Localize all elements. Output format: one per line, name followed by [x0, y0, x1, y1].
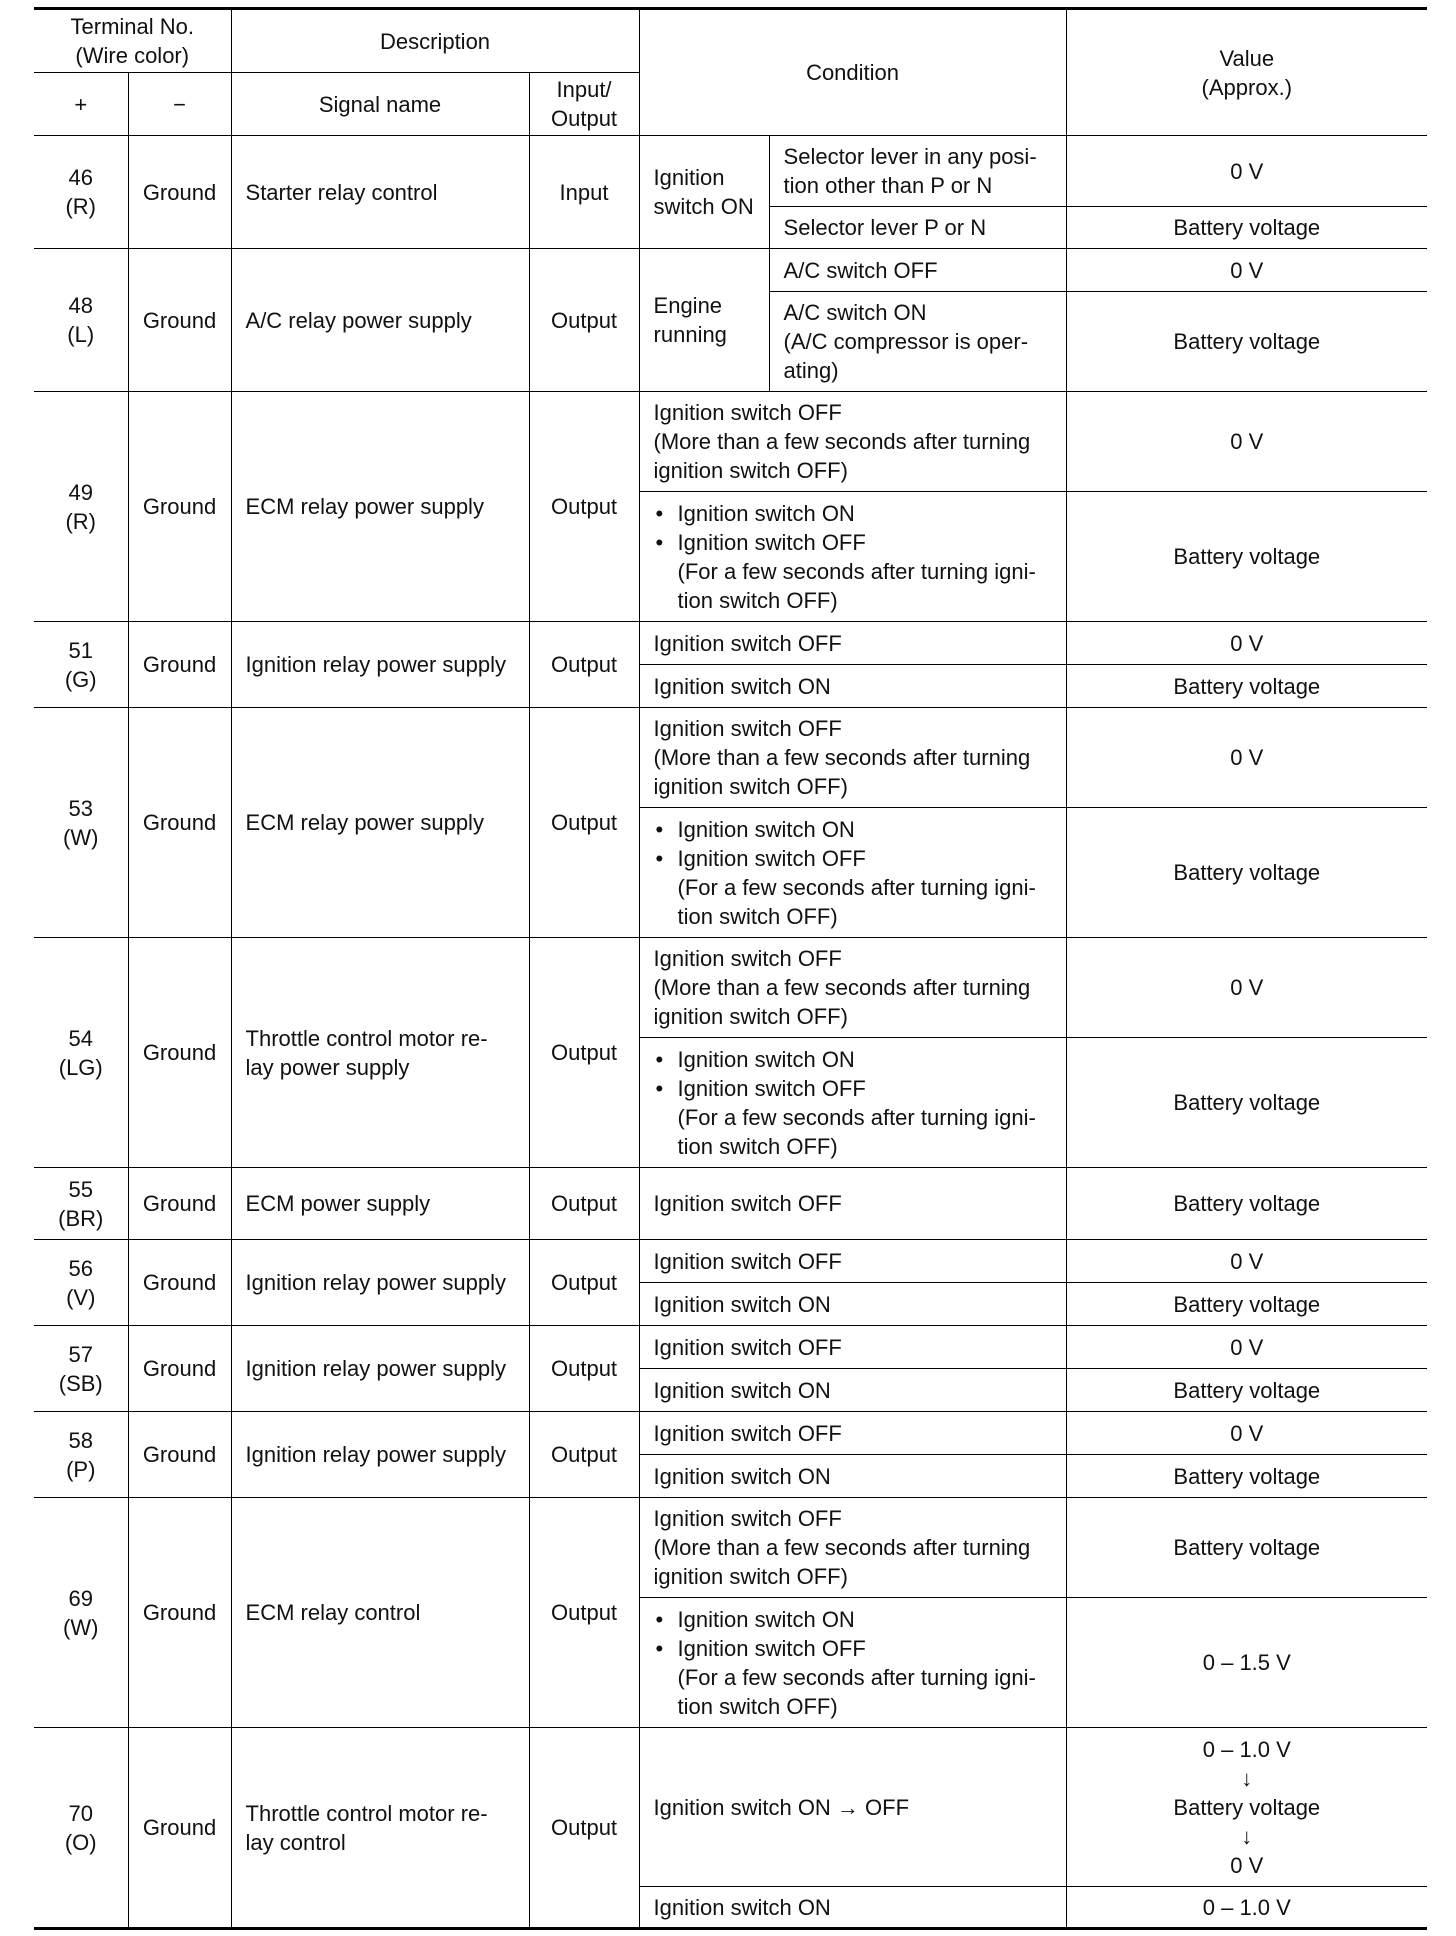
condition-group-cell: Ignition switch ON — [639, 136, 769, 249]
condition-bullet: • Ignition switch OFF — [654, 844, 1052, 873]
value-cell: Battery voltage — [1066, 492, 1427, 622]
condition-list — [654, 499, 1052, 557]
value-cell: 0 V — [1066, 1240, 1427, 1283]
table-row — [34, 136, 1427, 207]
terminal-cell: 49 (R) — [34, 392, 128, 622]
ground-cell: Ground — [128, 708, 231, 938]
condition-cell — [639, 492, 1066, 622]
io-cell: Output — [529, 938, 639, 1168]
value-cell: 0 V — [1066, 136, 1427, 207]
condition-note: (For a few seconds after turning igni- tion switch OFF) — [677, 1664, 1036, 1719]
table-row — [34, 1326, 1427, 1369]
condition-cell: Ignition switch OFF — [639, 1326, 1066, 1369]
ground-cell: Ground — [128, 1412, 231, 1498]
condition-group-cell: Engine running — [639, 249, 769, 392]
value-cell: 0 V — [1066, 622, 1427, 665]
signal-name-cell: ECM power supply — [231, 1168, 529, 1240]
terminal-header: Terminal No. (Wire color) — [34, 9, 231, 73]
condition-cell: Selector lever P or N — [769, 207, 1066, 249]
terminal-cell: 53 (W) — [34, 708, 128, 938]
io-cell: Output — [529, 1326, 639, 1412]
terminal-cell: 54 (LG) — [34, 938, 128, 1168]
condition-cell: Ignition switch OFF — [639, 1168, 1066, 1240]
condition-cell: Ignition switch ON — [639, 1887, 1066, 1929]
ground-cell: Ground — [128, 1326, 231, 1412]
signal-name-cell: ECM relay power supply — [231, 708, 529, 938]
value-cell: Battery voltage — [1066, 207, 1427, 249]
condition-cell: Ignition switch ON — [639, 1369, 1066, 1412]
io-cell: Output — [529, 1728, 639, 1929]
terminal-cell: 57 (SB) — [34, 1326, 128, 1412]
io-cell: Input — [529, 136, 639, 249]
signal-name-cell: Ignition relay power supply — [231, 1240, 529, 1326]
ground-cell: Ground — [128, 622, 231, 708]
signal-name-cell: Starter relay control — [231, 136, 529, 249]
plus-header: + — [34, 73, 128, 136]
value-cell: Battery voltage — [1066, 292, 1427, 392]
value-header: Value (Approx.) — [1066, 9, 1427, 136]
signal-name-cell: A/C relay power supply — [231, 249, 529, 392]
condition-list — [654, 1605, 1052, 1663]
value-cell: 0 V — [1066, 1326, 1427, 1369]
condition-cell: A/C switch ON (A/C compressor is oper- ating) — [769, 292, 1066, 392]
terminal-cell: 69 (W) — [34, 1498, 128, 1728]
value-sequence-cell — [1066, 1728, 1427, 1887]
condition-cell: Ignition switch OFF (More than a few seconds after turning ignition switch OFF) — [639, 1498, 1066, 1598]
value-cell: Battery voltage — [1066, 1498, 1427, 1598]
value-cell: 0 – 1.0 V — [1066, 1887, 1427, 1929]
condition-bullet: • Ignition switch OFF — [654, 528, 1052, 557]
value-cell: 0 V — [1066, 708, 1427, 808]
condition-bullet: • Ignition switch ON — [654, 815, 1052, 844]
condition-cell: Ignition switch ON → OFF — [639, 1728, 1066, 1887]
condition-cell: Ignition switch OFF — [639, 622, 1066, 665]
signal-name-cell: Throttle control motor re- lay power supply — [231, 938, 529, 1168]
value-cell: Battery voltage — [1066, 1455, 1427, 1498]
condition-cell: Ignition switch OFF (More than a few seconds after turning ignition switch OFF) — [639, 392, 1066, 492]
condition-bullet: • Ignition switch ON — [654, 1045, 1052, 1074]
condition-note: (For a few seconds after turning igni- tion switch OFF) — [677, 558, 1036, 613]
input-output-header: Input/ Output — [529, 73, 639, 136]
terminal-cell: 48 (L) — [34, 249, 128, 392]
value-sequence-step: 0 V — [1230, 1852, 1264, 1878]
signal-name-cell: Ignition relay power supply — [231, 622, 529, 708]
condition-cell: Ignition switch ON — [639, 665, 1066, 708]
condition-cell: Selector lever in any posi- tion other than P or N — [769, 136, 1066, 207]
table-row — [34, 1168, 1427, 1240]
condition-cell — [639, 1038, 1066, 1168]
table-row — [34, 938, 1427, 1038]
signal-name-header: Signal name — [231, 73, 529, 136]
header-row — [34, 9, 1427, 73]
table-row — [34, 1240, 1427, 1283]
io-cell: Output — [529, 1412, 639, 1498]
condition-list — [654, 815, 1052, 873]
table-row — [34, 1412, 1427, 1455]
condition-cell: Ignition switch ON — [639, 1283, 1066, 1326]
ground-cell: Ground — [128, 1728, 231, 1929]
ground-cell: Ground — [128, 1498, 231, 1728]
table-row — [34, 1728, 1427, 1887]
io-cell: Output — [529, 249, 639, 392]
signal-name-cell: Ignition relay power supply — [231, 1412, 529, 1498]
signal-name-cell: ECM relay power supply — [231, 392, 529, 622]
value-cell: Battery voltage — [1066, 808, 1427, 938]
condition-cell — [639, 808, 1066, 938]
signal-name-cell: Ignition relay power supply — [231, 1326, 529, 1412]
value-cell: 0 V — [1066, 392, 1427, 492]
condition-header: Condition — [639, 9, 1066, 136]
terminal-cell: 56 (V) — [34, 1240, 128, 1326]
table-row — [34, 392, 1427, 492]
value-sequence-step: 0 – 1.0 V — [1202, 1736, 1291, 1762]
value-sequence-step: Battery voltage — [1173, 1794, 1321, 1820]
condition-cell — [639, 1598, 1066, 1728]
terminal-cell: 46 (R) — [34, 136, 128, 249]
condition-bullet: • Ignition switch OFF — [654, 1634, 1052, 1663]
value-cell: 0 – 1.5 V — [1066, 1598, 1427, 1728]
ground-cell: Ground — [128, 1240, 231, 1326]
io-cell: Output — [529, 622, 639, 708]
ground-cell: Ground — [128, 249, 231, 392]
ground-cell: Ground — [128, 1168, 231, 1240]
io-cell: Output — [529, 1240, 639, 1326]
condition-bullet: • Ignition switch ON — [654, 1605, 1052, 1634]
value-cell: Battery voltage — [1066, 1369, 1427, 1412]
condition-cell: Ignition switch OFF — [639, 1240, 1066, 1283]
value-cell: Battery voltage — [1066, 1168, 1427, 1240]
down-arrow-icon: ↓ — [1241, 1823, 1253, 1849]
ecm-terminal-table — [34, 7, 1427, 1930]
terminal-cell: 55 (BR) — [34, 1168, 128, 1240]
condition-list — [654, 1045, 1052, 1103]
table-row — [34, 1498, 1427, 1598]
io-cell: Output — [529, 392, 639, 622]
condition-cell: Ignition switch OFF — [639, 1412, 1066, 1455]
signal-name-cell: Throttle control motor re- lay control — [231, 1728, 529, 1929]
table-row — [34, 622, 1427, 665]
condition-note: (For a few seconds after turning igni- tion switch OFF) — [677, 874, 1036, 929]
terminal-cell: 70 (O) — [34, 1728, 128, 1929]
io-cell: Output — [529, 1168, 639, 1240]
minus-header: − — [128, 73, 231, 136]
condition-cell: Ignition switch OFF (More than a few seconds after turning ignition switch OFF) — [639, 708, 1066, 808]
description-header: Description — [231, 9, 639, 73]
ground-cell: Ground — [128, 136, 231, 249]
value-cell: 0 V — [1066, 1412, 1427, 1455]
value-cell: Battery voltage — [1066, 1283, 1427, 1326]
condition-note: (For a few seconds after turning igni- tion switch OFF) — [677, 1104, 1036, 1159]
condition-bullet: • Ignition switch OFF — [654, 1074, 1052, 1103]
table-row — [34, 249, 1427, 292]
condition-cell: A/C switch OFF — [769, 249, 1066, 292]
ground-cell: Ground — [128, 392, 231, 622]
io-cell: Output — [529, 1498, 639, 1728]
terminal-cell: 51 (G) — [34, 622, 128, 708]
condition-cell: Ignition switch OFF (More than a few seconds after turning ignition switch OFF) — [639, 938, 1066, 1038]
terminal-cell: 58 (P) — [34, 1412, 128, 1498]
io-cell: Output — [529, 708, 639, 938]
value-cell: Battery voltage — [1066, 1038, 1427, 1168]
ground-cell: Ground — [128, 938, 231, 1168]
value-cell: Battery voltage — [1066, 665, 1427, 708]
down-arrow-icon: ↓ — [1241, 1765, 1253, 1791]
condition-bullet: • Ignition switch ON — [654, 499, 1052, 528]
value-cell: 0 V — [1066, 249, 1427, 292]
table-row — [34, 708, 1427, 808]
value-cell: 0 V — [1066, 938, 1427, 1038]
condition-cell: Ignition switch ON — [639, 1455, 1066, 1498]
signal-name-cell: ECM relay control — [231, 1498, 529, 1728]
